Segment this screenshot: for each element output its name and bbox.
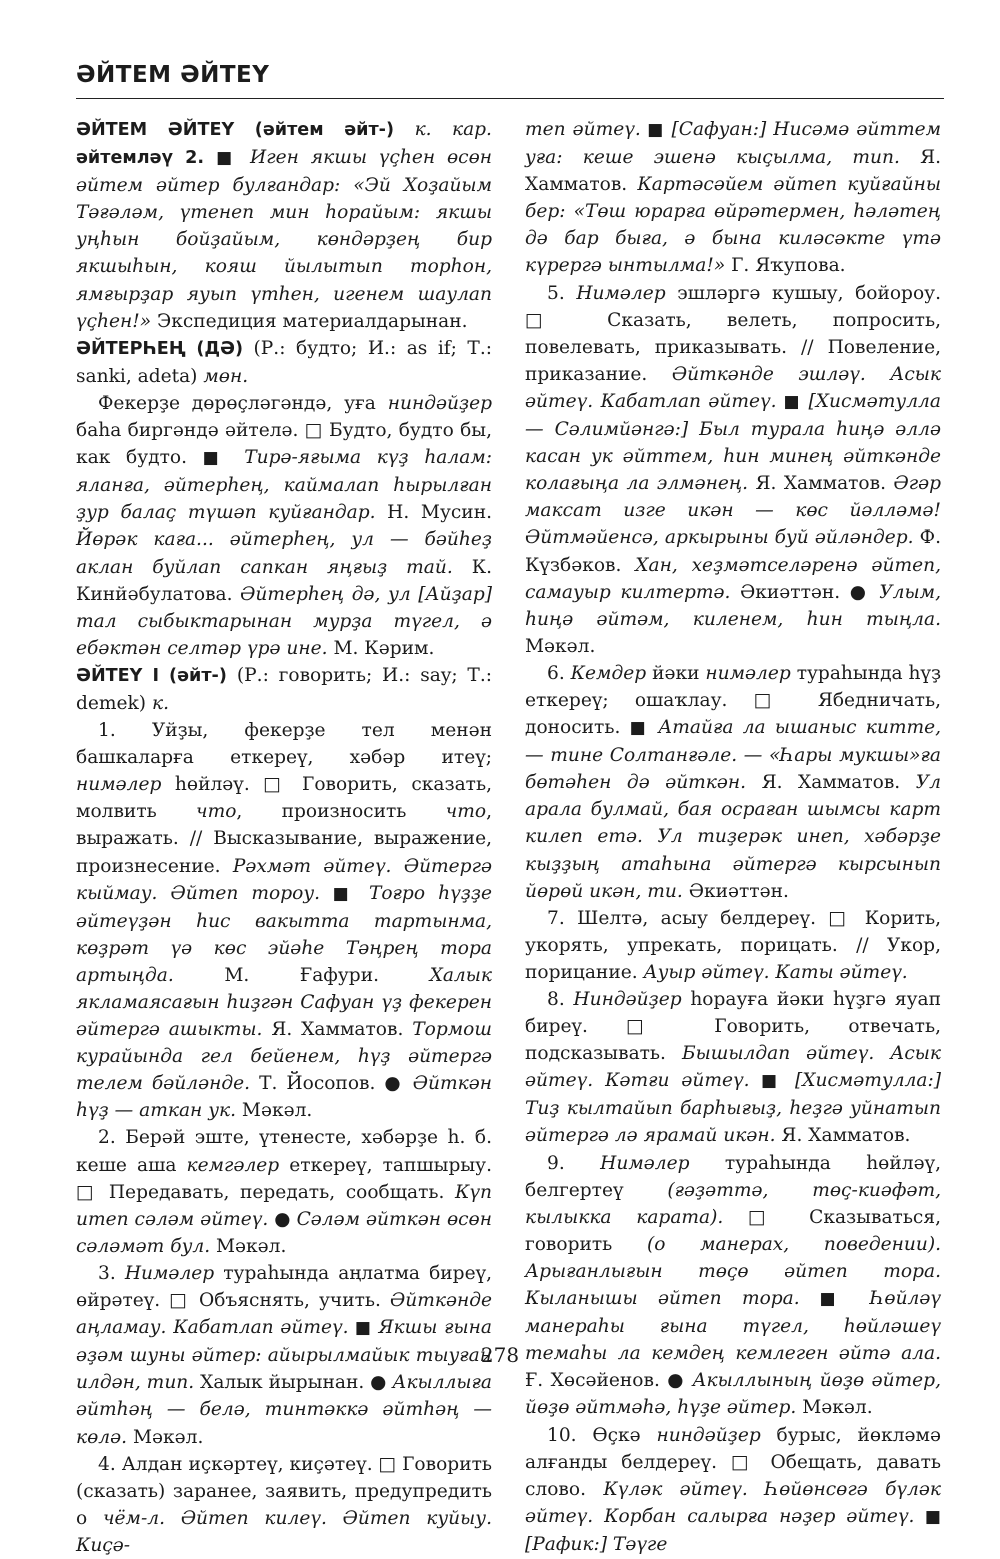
text-run: 7. Шелтә, асыу белдереү. □ Корить, укорять, упрекать, порицать. // Укор, порицание.: [525, 907, 941, 983]
italic-run: Әйтерһең дә, ул [Айҙар] тал сыбыктарынан мурҙа түгел, ә ебәктән селтәр үрә ине.: [76, 583, 492, 659]
entry-aytew-1: [76, 662, 492, 717]
text-run: К. Кинйәбулатова.: [76, 556, 492, 605]
text-run: 9.: [547, 1152, 601, 1174]
square-marker: ■: [202, 448, 229, 469]
text-run: эшләргә кушыу, бойороу. □ Сказать, велеть, попросить, повелевать, приказывать. // Повеление, приказание.: [525, 282, 941, 385]
right-column: [525, 116, 941, 1558]
text-run: тураһында аңлатма биреү, өйрәтеү. □ Объяснять, учить.: [76, 1262, 492, 1312]
italic-run: Әйтеп килеү. Әйтеп куйыу. Киҫә-: [76, 1507, 492, 1556]
square-marker: ■: [799, 1289, 851, 1310]
square-marker: ■: [640, 120, 665, 140]
sense-5: [525, 280, 941, 660]
italic-run: Халык якламаясағын һиҙгән Сафуан үҙ фекерен әйтергә ашыкты.: [76, 964, 492, 1041]
square-marker: ■: [348, 1318, 372, 1339]
italic-run: [Хисмәтулла — Сәлимйәнгә:] Был турала һиңә әллә касан ук әйттем, һин минең әйткәнде колағыңа ла элмәнең.: [525, 390, 941, 495]
text-run: Н. Мусин.: [375, 502, 492, 524]
italic-run: Һөйләү манераһы ғына түгел, һөйләшеү темаһы ла кемдең кемлеген әйтә ала.: [525, 1288, 942, 1365]
italic-run: (ғәҙәттә, төҫ-киәфәт, кылыкка карата).: [525, 1179, 941, 1228]
entry-aytem-aytew: [76, 116, 492, 335]
italic-run: Хан, хеҙмәтселәренә әйтеп, самауыр килтертә.: [525, 554, 941, 603]
italic-run: Акыллының йөҙө әйтер, йөҙө әйтмәһә, һүҙе әйтер.: [525, 1370, 941, 1419]
text-run: Я. Хамматов.: [746, 772, 916, 794]
italic-run: Әйткәнде аңламау. Кабатлап әйтеү.: [76, 1290, 492, 1339]
italic-run: [Рафик:] Тәүге: [525, 1533, 668, 1555]
italic-run: Тирә-яғыма күҙ һалам: яланға, әйтерһең, каймалап һырылған ҙур балаҫ түшәп куйғандар.: [76, 447, 493, 524]
text-run: Халык йырынан. ●: [194, 1372, 393, 1394]
italic-run: Йөрәк каға... әйтерһең, ул — бәйһеҙ аклан буйлап сапкан яңғыҙ тай.: [76, 529, 492, 578]
sense-9: [525, 1150, 941, 1422]
text-run: еткереү, тапшырыу. □ Передавать, передать, сообщать.: [76, 1154, 492, 1203]
headword: әйтемләү 2.: [76, 148, 217, 169]
italic-run: Нимәлер: [124, 1262, 215, 1284]
italic-run: Ауыр әйтеү. Каты әйтеү.: [643, 961, 908, 983]
sense-2: [76, 1124, 492, 1259]
header-rule: [76, 98, 944, 99]
italic-run: нимәлер: [705, 662, 791, 684]
italic-run: Якшы ғына әҙәм шуны әйтер: айырылмайык тыуған илдән, тип.: [76, 1317, 493, 1394]
italic-run: к. кар.: [414, 119, 492, 140]
text-run: 3.: [98, 1262, 125, 1284]
italic-run: Әгәр максат изге икән — көс йәлләмә! Әйтмәйенсә, аркырыны буй әйләндер.: [525, 473, 942, 549]
text-run: йәки: [646, 662, 706, 684]
square-marker: ■: [216, 148, 239, 169]
text-run: Фекерҙе дөрөҫләгәндә, уға: [98, 392, 388, 414]
text-run: тураһында һөйләү, белгертеү: [525, 1152, 941, 1201]
text-run: Ғ. Хөсәйенов. ●: [525, 1370, 693, 1392]
italic-run: к.: [151, 692, 169, 714]
italic-run: Күләк әйтеү. Һөйөнсөгә бүләк әйтеү. Корбан салырға нәҙер әйтеү.: [525, 1478, 941, 1527]
text-run: М. Ғафури.: [173, 964, 430, 986]
text-run: һөйләү. □ Говорить, сказать, молвить: [76, 774, 492, 823]
text-run: тураһында һүҙ еткереү; ошаҡлау. □ Ябедничать, доносить.: [525, 662, 941, 739]
text-run: Ф. Күзбәков.: [525, 527, 941, 576]
italic-run: Тоғро һүҙҙе әйтеүҙән һис вакытта тартынма, көҙрәт үә көс эйәһе Тәңрең тора артыңда.: [76, 882, 492, 986]
running-header: [76, 60, 944, 99]
italic-run: Атайға ла ышаныс китте, — тине Солтанғәле. — «Һары мукшы»ға бөтәһен дә әйткән.: [525, 717, 941, 794]
square-marker: ■: [776, 391, 802, 412]
italic-run: Арығанлығын төҫө әйтеп тора. Кыланышы әйтеп тора.: [525, 1260, 941, 1310]
text-run: 4. Алдан иҫкәртеү, киҫәтеү. □ Говорить (сказать) заранее, заявить, предупредить о: [76, 1453, 492, 1529]
text-run: Мәкәл.: [236, 1100, 313, 1122]
text-run: Мәкәл.: [796, 1397, 873, 1419]
italic-run: Улым, һиңә әйтәм, киленем, һин тыңла.: [525, 581, 941, 630]
italic-run: Әйткәнде эшләү. Асык әйтеү. Кабатлап әйтеү.: [525, 363, 942, 412]
text-run: бурыс, йөкләмә алғанды белдереү. □ Обещать, давать слово.: [525, 1424, 941, 1500]
entry-ayterhen: [76, 335, 492, 390]
text-run: (Р.: говорить; И.: say; Т.: demek): [76, 664, 492, 714]
italic-run: нимәлер: [76, 774, 162, 796]
text-run: 2. Берәй эште, үтенесте, хәбәрҙе һ. б. кеше аша: [76, 1127, 492, 1176]
text-run: М. Кәрим.: [327, 637, 435, 659]
text-run: Экспедиция материалдарынан.: [151, 310, 468, 332]
text-run: 8.: [547, 989, 574, 1010]
italic-run: [Хисмәтулла:] Тиҙ кылтайып барһығыҙ, һеҙгә уйнатып әйтергә лә ярамай икән.: [525, 1070, 941, 1147]
text-run: Я. Хамматов.: [775, 1125, 911, 1147]
sense-4-continued: [525, 116, 941, 280]
italic-run: кемгәлер: [186, 1154, 280, 1176]
sense-10: [525, 1422, 941, 1558]
text-run: (Р.: будто; И.: as if; Т.: sanki, adeta): [76, 337, 493, 387]
italic-run: ниндәйҙер: [656, 1424, 761, 1446]
text-run: Әкиәттән. ●: [730, 581, 880, 603]
text-run: Әкиәттән.: [682, 880, 789, 902]
text-run: Мәкәл.: [210, 1235, 287, 1257]
italic-run: Әйткән һүҙ — аткан ук.: [76, 1073, 492, 1122]
headword: ӘЙТЕҮ I: [76, 665, 159, 686]
italic-run: Ул арала булмай, бая осраған шымсы карт килеп етә. Ул тиҙерәк инеп, хәбәрҙе кыҙҙың атаһына әйтергә кырсынып йөрөй икән, ти.: [525, 772, 941, 902]
square-marker: ■: [749, 1071, 784, 1092]
square-marker: ■: [914, 1506, 941, 1527]
sense-4: [76, 1451, 492, 1559]
text-run: Мәкәл.: [127, 1426, 204, 1448]
definition-ayterhen: [76, 390, 492, 662]
italic-run: что: [445, 801, 487, 823]
text-run: Я. Хамматов.: [525, 147, 941, 196]
text-run: Я. Хамматов.: [748, 473, 894, 495]
italic-run: мөн.: [203, 365, 249, 387]
sense-1: [76, 717, 492, 1124]
text-run: Мәкәл.: [525, 635, 596, 657]
text-run: 10. Өҫкә: [547, 1424, 657, 1446]
italic-run: Күп итеп сәләм әйтеү.: [76, 1181, 492, 1230]
italic-run: Акыллыға әйтһәң — белә, тинтәккә әйтһәң — көлә.: [76, 1372, 492, 1448]
italic-run: Нимәлер: [600, 1152, 690, 1174]
page-number: 278: [480, 1343, 520, 1367]
text-run: һорауға йәки һүҙгә яуап биреү. □ Говорить, отвечать, подсказывать.: [525, 989, 941, 1065]
headword: (әйтем әйт-): [234, 120, 415, 140]
sense-6: [525, 660, 941, 905]
running-head-title: ӘЙТЕМ ӘЙТЕҮ: [76, 62, 270, 88]
text-run: 6.: [547, 662, 571, 684]
italic-run: (о манерах, поведении).: [646, 1233, 942, 1255]
text-run: Т. Йосопов. ●: [250, 1073, 413, 1095]
italic-run: Нимәлер: [576, 282, 666, 304]
text-run: 5.: [547, 282, 577, 304]
italic-run: Сәләм әйткән өсөн сәләмәт бул.: [76, 1208, 492, 1257]
italic-run: Рәхмәт әйтеү. Әйтергә кыймау. Әйтеп тороу.: [76, 855, 492, 904]
text-run: 1. Уйҙы, фекерҙе тел менән башкаларға еткереү, хәбәр итеү;: [76, 720, 492, 769]
text-run: , произносить: [236, 801, 446, 823]
text-run: Г. Яҡупова.: [725, 255, 846, 277]
square-marker: ■: [320, 883, 356, 904]
italic-run: [Сафуан:] Нисәмә әйттем уға: кеше эшенә кыҫылма, тип.: [525, 119, 941, 169]
italic-run: чём-л.: [102, 1507, 166, 1529]
italic-run: Ниндәйҙер: [573, 989, 682, 1010]
italic-run: ниндәйҙер: [387, 392, 492, 414]
headword: (әйт-): [159, 665, 237, 686]
text-run: [165, 1508, 181, 1529]
text-run: Я. Хамматов.: [262, 1019, 413, 1041]
text-run: , выражать. // Высказывание, выражение, произнесение.: [76, 801, 492, 877]
italic-run: Иген якшы үҫһен өсөн әйтем әйтер булғандар: «Эй Хоҙайым Тәғәләм, үтенеп мин һорайым: якшы уңһын бойҙайым, көндәрҙең бир якшыһын, кояш йылытып торһон, ямғырҙар яуып үтһен, игенем шаулап үҫһен!»: [76, 147, 493, 332]
italic-run: теп әйтеү.: [525, 119, 641, 140]
text-run: □ Сказываться, говорить: [525, 1206, 941, 1255]
headword: ӘЙТЕМ ӘЙТЕҮ: [76, 120, 235, 140]
text-run: ●: [268, 1208, 297, 1230]
italic-run: Бышылдап әйтеү. Асык әйтеү. Кәтғи әйтеү.: [525, 1043, 941, 1092]
sense-7: [525, 905, 941, 986]
sense-8: [525, 986, 941, 1150]
square-marker: ■: [629, 718, 649, 739]
headword: ӘЙТЕРҺЕҢ (ДӘ): [76, 338, 244, 359]
italic-run: Картәсәйем әйтеп куйғайны бер: «Төш юрарға өйрәтермен, һәләтең дә бар быға, ә бына киләсәкте үтә күрергә ынтылма!»: [525, 174, 941, 277]
text-run: баһа биргәндә әйтелә. □ Будто, будто бы, как будто.: [76, 420, 492, 469]
italic-run: что: [196, 801, 237, 823]
italic-run: Тормош курайында гел бейенем, һүҙ әйтергә телем бәйләнде.: [76, 1019, 492, 1095]
italic-run: Кемдер: [570, 662, 647, 684]
